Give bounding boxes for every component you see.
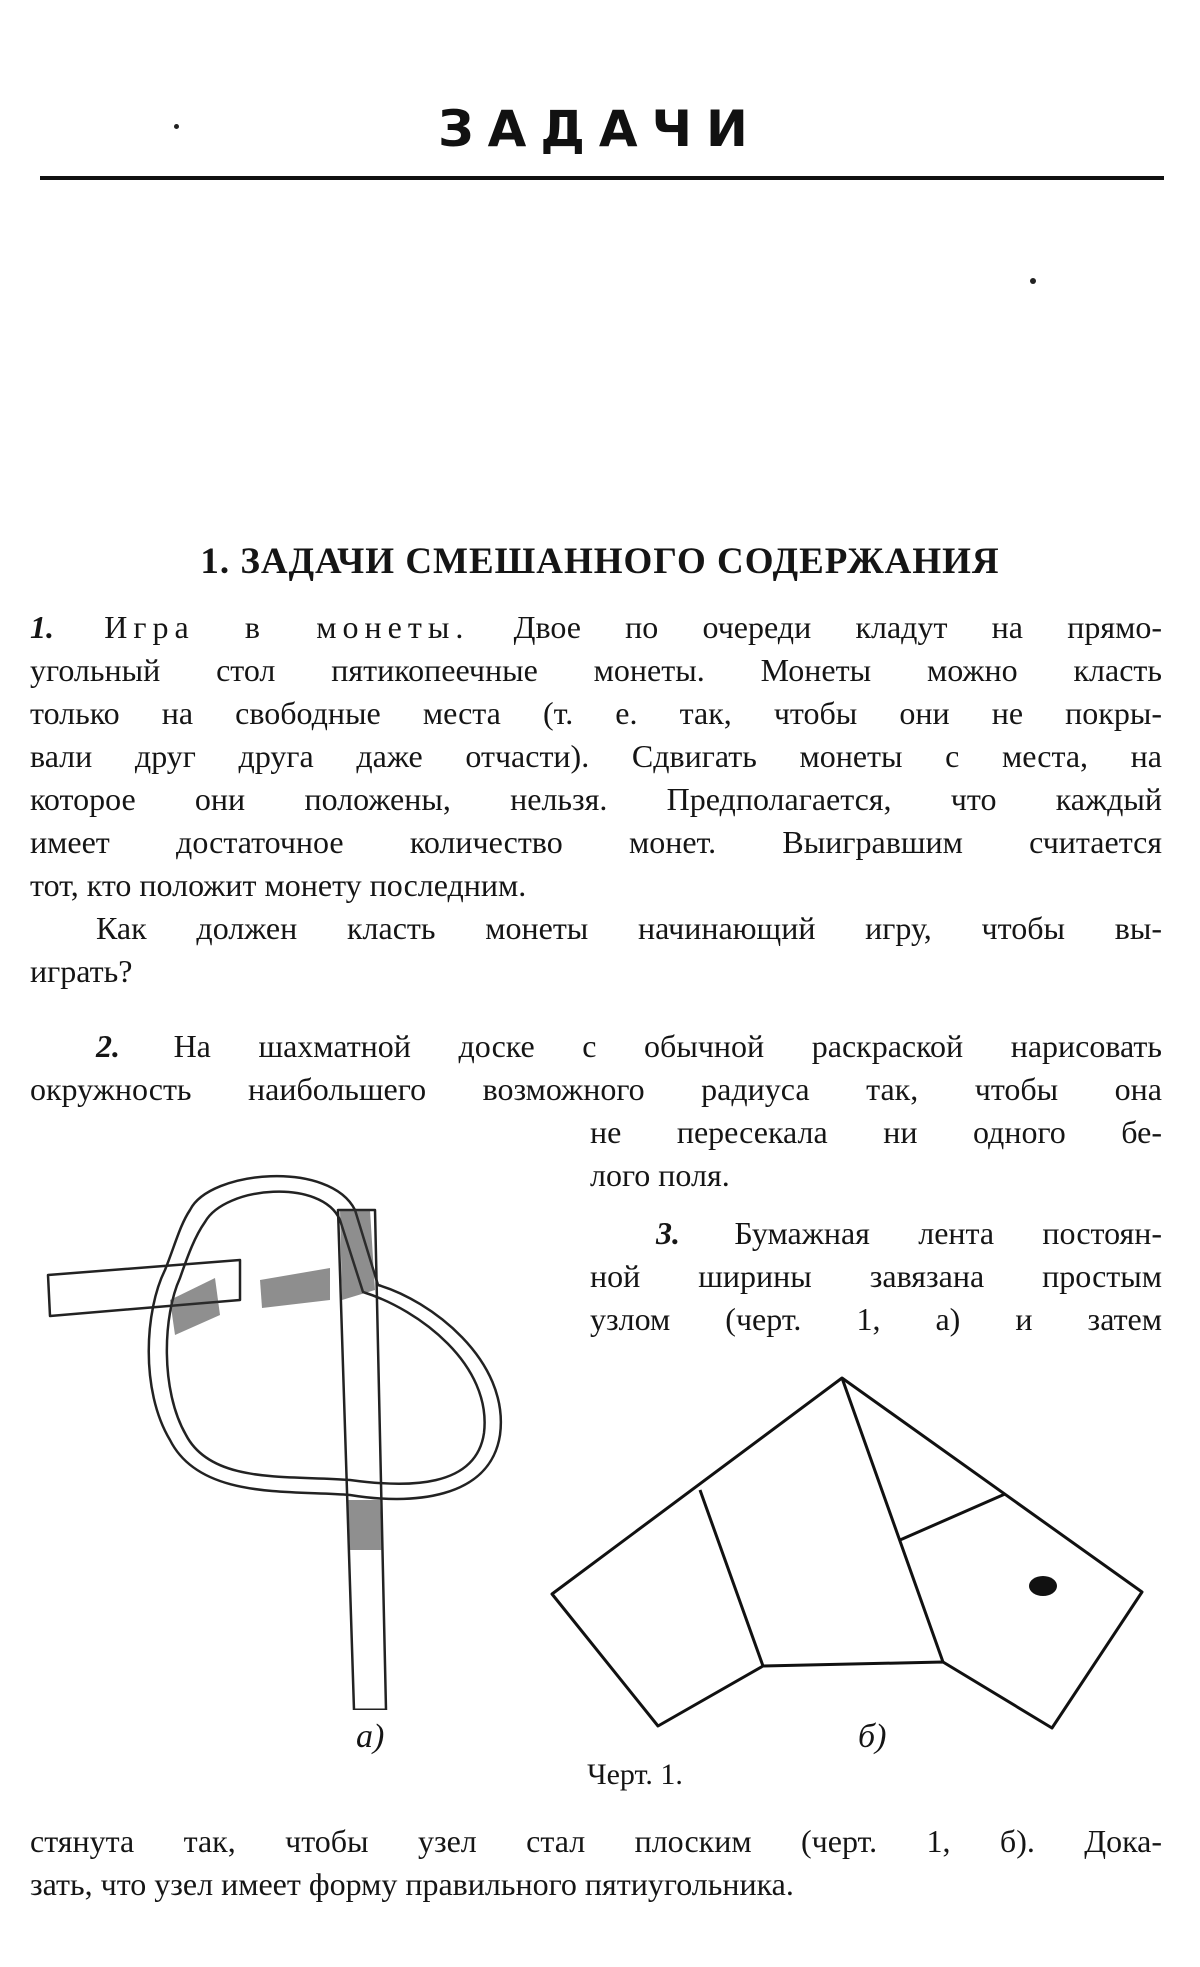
text-line: вали друг друга даже отчасти). Сдвигать монеты с места, на bbox=[30, 738, 1162, 774]
text-line bbox=[30, 1025, 1162, 1068]
text-line: узлом (черт. 1, а) и затем bbox=[590, 1301, 1162, 1337]
figure-a-ribbon-knot bbox=[30, 1150, 510, 1710]
text-line bbox=[30, 606, 1162, 649]
text-line: не пересекала ни одного бе- bbox=[590, 1114, 1162, 1150]
text-line: играть? bbox=[30, 953, 133, 989]
text-line: окружность наибольшего возможного радиуса так, чтобы она bbox=[30, 1071, 1162, 1107]
text-line: тот, кто положит монету последним. bbox=[30, 867, 527, 903]
problem-3-text bbox=[590, 1212, 1162, 1341]
ribbon-shading bbox=[348, 1500, 382, 1550]
line-text: На шахматной доске с обычной раскраской нарисовать bbox=[173, 1028, 1162, 1064]
figure-b-label: б) bbox=[858, 1718, 887, 1755]
text-line: имеет достаточное количество монет. Выигравшим считается bbox=[30, 824, 1162, 860]
ribbon-loop-inner bbox=[167, 1192, 485, 1484]
problem-2-text-continued bbox=[590, 1111, 1162, 1197]
problem-1-text bbox=[30, 606, 1162, 907]
figure-b-flat-knot bbox=[545, 1370, 1165, 1730]
text-line: лого поля. bbox=[590, 1157, 730, 1193]
line-text: Бумажная лента постоян- bbox=[734, 1215, 1163, 1251]
problem-title: Игра в монеты. bbox=[104, 609, 470, 645]
problem-number: 2. bbox=[96, 1028, 120, 1064]
text-line: ной ширины завязана простым bbox=[590, 1258, 1162, 1294]
line-text: Двое по очереди кладут на прямо- bbox=[513, 609, 1163, 645]
text-line: угольный стол пятикопеечные монеты. Монеты можно класть bbox=[30, 652, 1162, 688]
title-rule bbox=[40, 176, 1164, 180]
ribbon-loop-outer bbox=[149, 1176, 501, 1499]
problem-number: 3. bbox=[656, 1215, 680, 1251]
problem-3-text-continued bbox=[30, 1820, 1162, 1906]
problem-2-text bbox=[30, 1025, 1162, 1111]
knot-outline bbox=[552, 1378, 1142, 1728]
problem-number: 1. bbox=[30, 609, 54, 645]
print-speck bbox=[1030, 278, 1036, 284]
text-line: только на свободные места (т. е. так, чтобы они не покры- bbox=[30, 695, 1162, 731]
figure-a-label: а) bbox=[356, 1718, 385, 1755]
figure-caption: Черт. 1. bbox=[587, 1758, 683, 1791]
knot-dot bbox=[1029, 1576, 1057, 1596]
section-heading: 1. ЗАДАЧИ СМЕШАННОГО СОДЕРЖАНИЯ bbox=[200, 541, 1000, 582]
knot-crease bbox=[900, 1494, 1005, 1540]
ribbon-shading bbox=[260, 1268, 330, 1308]
knot-crease bbox=[700, 1490, 763, 1666]
ribbon-shading bbox=[340, 1210, 375, 1300]
text-line: которое они положены, нельзя. Предполагается, что каждый bbox=[30, 781, 1162, 817]
text-line: Как должен класть монеты начинающий игру, чтобы вы- bbox=[96, 910, 1162, 946]
problem-1-question bbox=[30, 907, 1162, 993]
knot-crease bbox=[842, 1378, 943, 1662]
text-line bbox=[590, 1212, 1162, 1255]
chapter-title: ЗАДАЧИ bbox=[438, 100, 762, 158]
text-line: стянута так, чтобы узел стал плоским (черт. 1, б). Дока- bbox=[30, 1823, 1162, 1859]
text-line: зать, что узел имеет форму правильного пятиугольника. bbox=[30, 1866, 794, 1902]
